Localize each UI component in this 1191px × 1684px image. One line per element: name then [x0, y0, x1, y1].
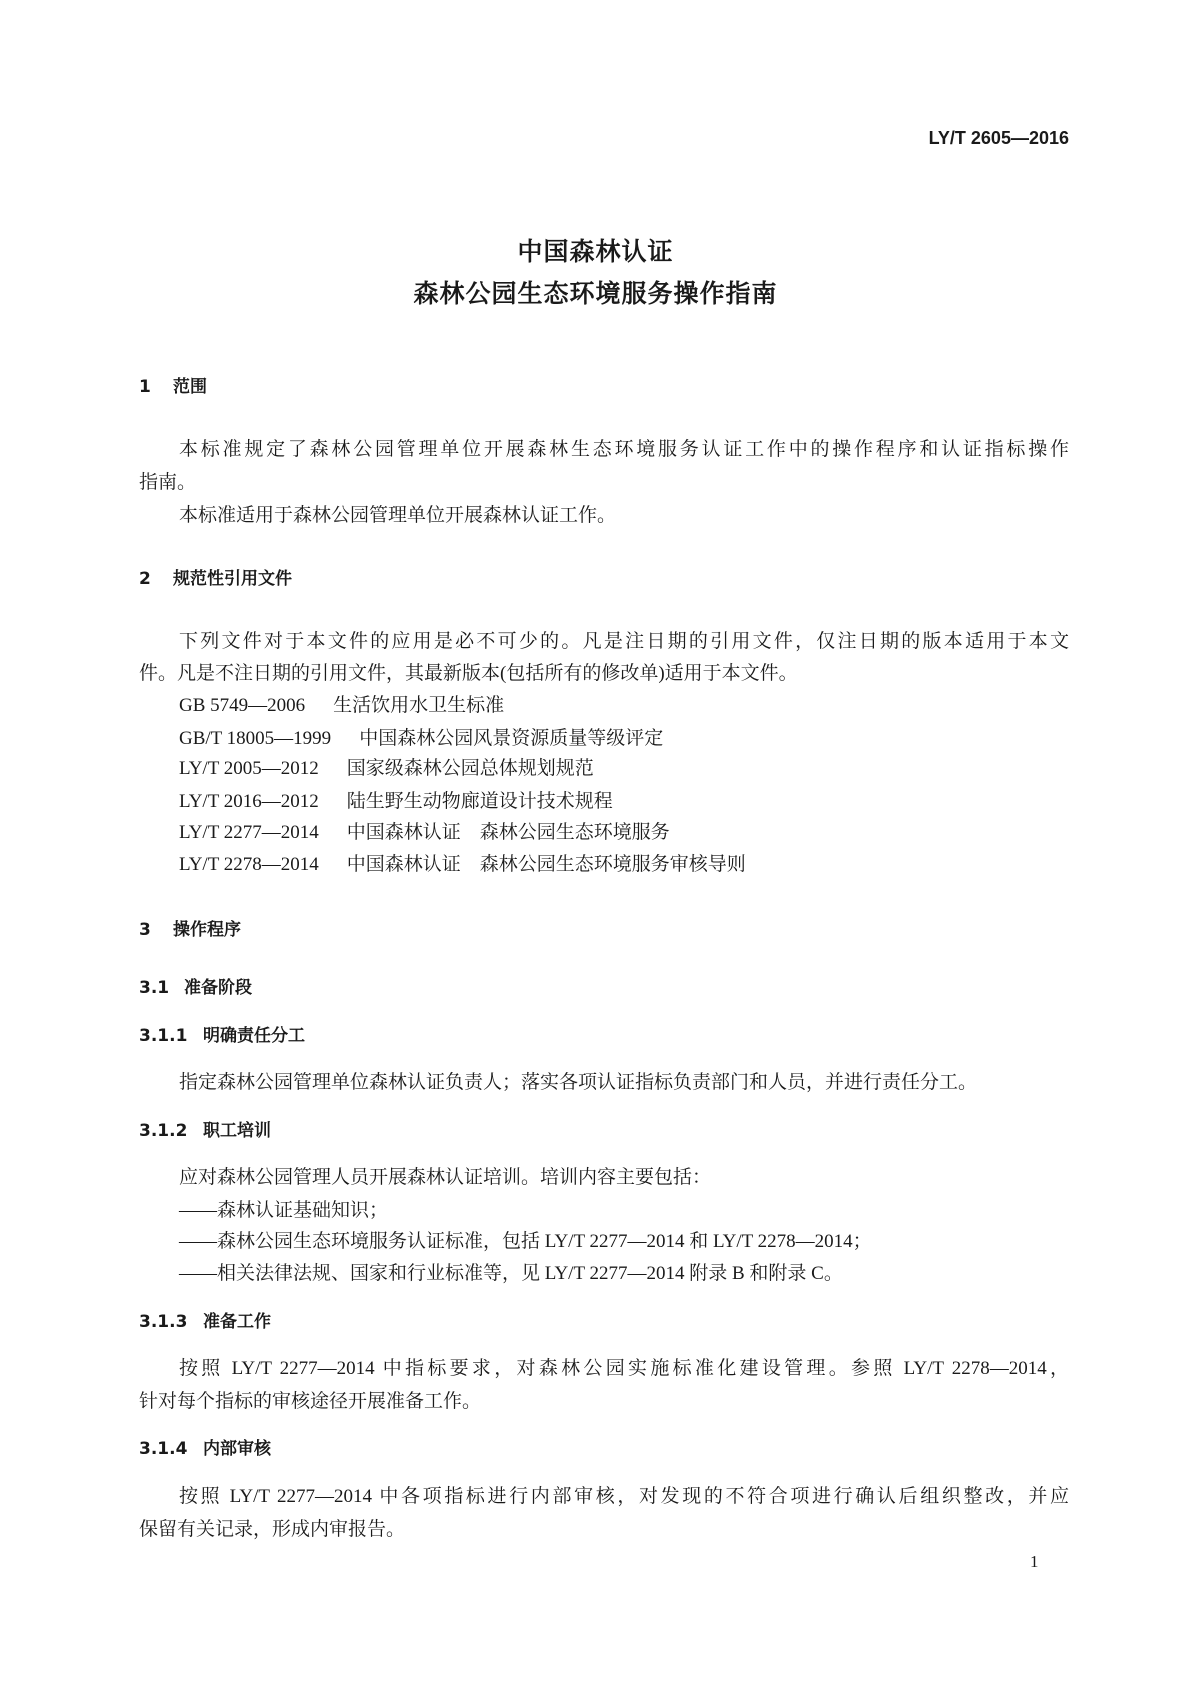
- list-item: ——相关法律法规、国家和行业标准等，见 LY/T 2277—2014 附录 B 和附录 C。: [179, 1263, 843, 1284]
- reference-code: LY/T 2277—2014: [179, 822, 319, 843]
- document-title-line1: 中国森林认证: [517, 237, 674, 266]
- paragraph-line: 针对每个指标的审核途径开展准备工作。: [139, 1391, 482, 1412]
- section-title: 明确责任分工: [203, 1026, 305, 1046]
- reference-title: 中国森林公园风景资源质量等级评定: [359, 728, 664, 749]
- paragraph: 本标准适用于森林公园管理单位开展森林认证工作。: [179, 505, 617, 526]
- reference-code: GB/T 18005—1999: [179, 728, 332, 749]
- section-2-heading: [139, 567, 292, 591]
- section-3-1-1-heading: [139, 1024, 305, 1048]
- section-title: 范围: [173, 377, 207, 397]
- reference-item: [179, 853, 746, 877]
- section-number: 3.1.2: [139, 1121, 188, 1141]
- paragraph: 指定森林公园管理单位森林认证负责人；落实各项认证指标负责部门和人员，并进行责任分工。: [179, 1072, 978, 1093]
- reference-item: [179, 821, 670, 845]
- section-title: 操作程序: [173, 920, 241, 940]
- list-item: ——森林认证基础知识；: [179, 1200, 389, 1221]
- section-title: 准备工作: [203, 1312, 271, 1332]
- paragraph: 应对森林公园管理人员开展森林认证培训。培训内容主要包括：: [179, 1167, 712, 1188]
- page-number: 1: [1030, 1552, 1039, 1571]
- paragraph-line: 件。凡是不注日期的引用文件，其最新版本(包括所有的修改单)适用于本文件。: [139, 663, 798, 684]
- section-number: 3.1: [139, 978, 170, 998]
- reference-item: [179, 694, 504, 718]
- document-title-line2: 森林公园生态环境服务操作指南: [413, 279, 778, 308]
- paragraph-line: 下列文件对于本文件的应用是必不可少的。凡是注日期的引用文件，仅注日期的版本适用于本文: [179, 631, 1069, 652]
- paragraph-line: 按照 LY/T 2277—2014 中指标要求，对森林公园实施标准化建设管理。参照 LY/T 2278—2014，: [179, 1358, 1069, 1379]
- section-title: 内部审核: [203, 1439, 271, 1459]
- reference-code: GB 5749—2006: [179, 695, 306, 716]
- section-number: 3: [139, 920, 151, 940]
- reference-title: 中国森林认证 森林公园生态环境服务: [346, 822, 670, 843]
- paragraph-line: 指南。: [139, 472, 197, 493]
- section-number: 1: [139, 377, 151, 397]
- paragraph-line: 保留有关记录，形成内审报告。: [139, 1519, 406, 1540]
- section-number: 3.1.3: [139, 1312, 188, 1332]
- section-3-1-2-heading: [139, 1119, 271, 1143]
- section-number: 3.1.1: [139, 1026, 188, 1046]
- section-title: 规范性引用文件: [173, 569, 292, 589]
- reference-code: LY/T 2278—2014: [179, 854, 319, 875]
- section-number: 2: [139, 569, 151, 589]
- reference-code: LY/T 2005—2012: [179, 758, 319, 779]
- reference-item: [179, 757, 594, 781]
- reference-title: 陆生野生动物廊道设计技术规程: [346, 791, 613, 812]
- paragraph-line: 按照 LY/T 2277—2014 中各项指标进行内部审核，对发现的不符合项进行确认后组织整改，并应: [179, 1486, 1069, 1507]
- reference-code: LY/T 2016—2012: [179, 791, 319, 812]
- section-title: 准备阶段: [184, 978, 252, 998]
- list-item: ——森林公园生态环境服务认证标准，包括 LY/T 2277—2014 和 LY/T 2278—2014；: [179, 1231, 872, 1252]
- reference-title: 中国森林认证 森林公园生态环境服务审核导则: [346, 854, 746, 875]
- section-1-heading: [139, 375, 207, 399]
- reference-title: 生活饮用水卫生标准: [333, 695, 505, 716]
- paragraph-line: 本标准规定了森林公园管理单位开展森林生态环境服务认证工作中的操作程序和认证指标操作: [179, 439, 1069, 460]
- section-3-heading: [139, 918, 241, 942]
- section-number: 3.1.4: [139, 1439, 188, 1459]
- standard-code: LY/T 2605—2016: [928, 128, 1069, 148]
- section-title: 职工培训: [203, 1121, 271, 1141]
- reference-title: 国家级森林公园总体规划规范: [346, 758, 594, 779]
- reference-item: [179, 790, 613, 814]
- section-3-1-4-heading: [139, 1437, 271, 1461]
- section-3-1-heading: [139, 976, 252, 1000]
- reference-item: [179, 727, 663, 751]
- section-3-1-3-heading: [139, 1310, 271, 1334]
